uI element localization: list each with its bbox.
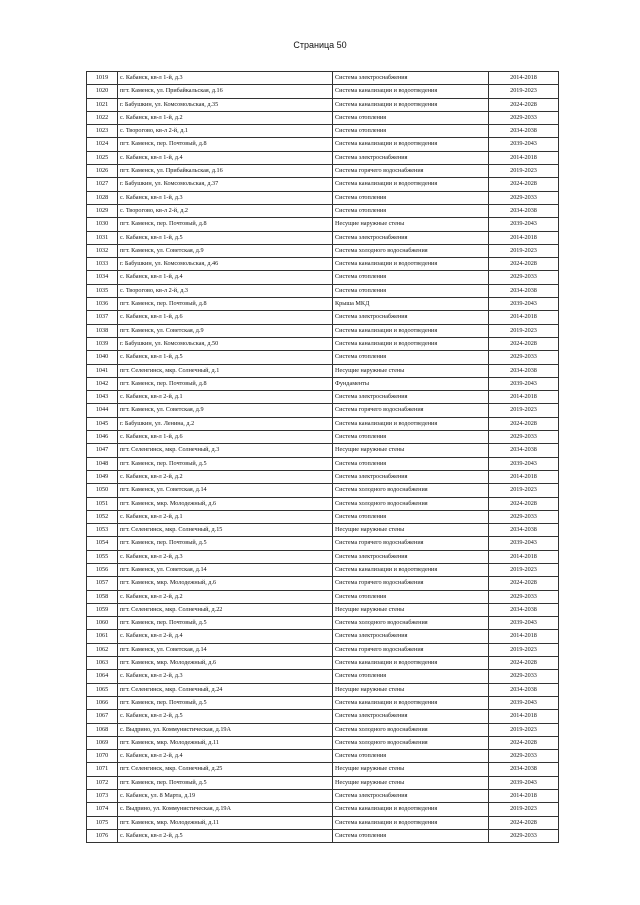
system-cell: Система электроснабжения <box>333 231 489 244</box>
table-row <box>87 524 559 537</box>
address-cell: пгт. Каменск, ул. Советская, д.14 <box>118 643 333 656</box>
table-row <box>87 643 559 656</box>
row-number: 1043 <box>87 391 118 404</box>
row-number: 1056 <box>87 563 118 576</box>
repair-schedule-table <box>86 71 559 843</box>
period-cell: 2019-2023 <box>489 563 559 576</box>
row-number: 1072 <box>87 776 118 789</box>
table-row <box>87 657 559 670</box>
period-cell: 2029-2033 <box>489 670 559 683</box>
row-number: 1055 <box>87 550 118 563</box>
period-cell: 2014-2018 <box>489 72 559 85</box>
system-cell: Система отопления <box>333 750 489 763</box>
row-number: 1038 <box>87 324 118 337</box>
period-cell: 2039-2043 <box>489 537 559 550</box>
table-row <box>87 125 559 138</box>
system-cell: Система канализации и водоотведения <box>333 696 489 709</box>
period-cell: 2029-2033 <box>489 111 559 124</box>
row-number: 1062 <box>87 643 118 656</box>
table-row <box>87 577 559 590</box>
period-cell: 2019-2023 <box>489 723 559 736</box>
system-cell: Система электроснабжения <box>333 790 489 803</box>
address-cell: с. Кабанск, кв-л 1-й, д.6 <box>118 431 333 444</box>
period-cell: 2019-2023 <box>489 324 559 337</box>
system-cell: Несущие наружные стены <box>333 364 489 377</box>
address-cell: г. Бабушкин, ул. Комсомольская, д.37 <box>118 178 333 191</box>
system-cell: Система горячего водоснабжения <box>333 165 489 178</box>
row-number: 1046 <box>87 431 118 444</box>
system-cell: Несущие наружные стены <box>333 218 489 231</box>
system-cell: Система холодного водоснабжения <box>333 484 489 497</box>
row-number: 1076 <box>87 829 118 842</box>
address-cell: пгт. Каменск, пер. Почтовый, д.5 <box>118 457 333 470</box>
address-cell: с. Кабанск, кв-л 2-й, д.4 <box>118 750 333 763</box>
address-cell: пгт. Каменск, ул. Советская, д.9 <box>118 244 333 257</box>
address-cell: с. Кабанск, кв-л 1-й, д.4 <box>118 151 333 164</box>
period-cell: 2029-2033 <box>489 431 559 444</box>
system-cell: Система канализации и водоотведения <box>333 417 489 430</box>
period-cell: 2019-2023 <box>489 803 559 816</box>
address-cell: пгт. Каменск, пер. Почтовый, д.5 <box>118 696 333 709</box>
system-cell: Система электроснабжения <box>333 72 489 85</box>
period-cell: 2024-2028 <box>489 497 559 510</box>
row-number: 1024 <box>87 138 118 151</box>
address-cell: с. Кабанск, кв-л 2-й, д.2 <box>118 590 333 603</box>
table-row <box>87 431 559 444</box>
row-number: 1048 <box>87 457 118 470</box>
period-cell: 2029-2033 <box>489 191 559 204</box>
system-cell: Система электроснабжения <box>333 630 489 643</box>
table-row <box>87 750 559 763</box>
table-row <box>87 710 559 723</box>
period-cell: 2029-2033 <box>489 750 559 763</box>
system-cell: Система отопления <box>333 271 489 284</box>
table-row <box>87 377 559 390</box>
system-cell: Система канализации и водоотведения <box>333 337 489 350</box>
system-cell: Система отопления <box>333 510 489 523</box>
address-cell: с. Творогово, кв-л 2-й, д.2 <box>118 204 333 217</box>
period-cell: 2029-2033 <box>489 510 559 523</box>
period-cell: 2014-2018 <box>489 151 559 164</box>
period-cell: 2039-2043 <box>489 298 559 311</box>
address-cell: с. Кабанск, кв-л 2-й, д.5 <box>118 710 333 723</box>
period-cell: 2019-2023 <box>489 643 559 656</box>
table-row <box>87 111 559 124</box>
table-row <box>87 457 559 470</box>
system-cell: Несущие наружные стены <box>333 603 489 616</box>
row-number: 1027 <box>87 178 118 191</box>
table-row <box>87 829 559 842</box>
table-row <box>87 404 559 417</box>
row-number: 1052 <box>87 510 118 523</box>
system-cell: Крыша МКД <box>333 298 489 311</box>
system-cell: Система отопления <box>333 670 489 683</box>
address-cell: пгт. Селенгинск, мкр. Солнечный, д.3 <box>118 444 333 457</box>
period-cell: 2014-2018 <box>489 710 559 723</box>
row-number: 1030 <box>87 218 118 231</box>
period-cell: 2024-2028 <box>489 417 559 430</box>
row-number: 1070 <box>87 750 118 763</box>
address-cell: пгт. Каменск, мкр. Молодежный, д.11 <box>118 816 333 829</box>
row-number: 1047 <box>87 444 118 457</box>
system-cell: Система канализации и водоотведения <box>333 657 489 670</box>
address-cell: пгт. Селенгинск, мкр. Солнечный, д.25 <box>118 763 333 776</box>
table-body <box>87 72 559 843</box>
table-row <box>87 776 559 789</box>
row-number: 1058 <box>87 590 118 603</box>
row-number: 1059 <box>87 603 118 616</box>
row-number: 1022 <box>87 111 118 124</box>
table-row <box>87 484 559 497</box>
period-cell: 2029-2033 <box>489 829 559 842</box>
address-cell: с. Кабанск, кв-л 2-й, д.3 <box>118 670 333 683</box>
page-title: Страница 50 <box>293 40 347 50</box>
period-cell: 2014-2018 <box>489 550 559 563</box>
period-cell: 2034-2038 <box>489 204 559 217</box>
period-cell: 2019-2023 <box>489 404 559 417</box>
system-cell: Несущие наружные стены <box>333 524 489 537</box>
system-cell: Система канализации и водоотведения <box>333 816 489 829</box>
row-number: 1068 <box>87 723 118 736</box>
period-cell: 2014-2018 <box>489 311 559 324</box>
table-row <box>87 444 559 457</box>
table-row <box>87 298 559 311</box>
row-number: 1036 <box>87 298 118 311</box>
table-row <box>87 85 559 98</box>
table-row <box>87 630 559 643</box>
system-cell: Система горячего водоснабжения <box>333 537 489 550</box>
address-cell: г. Бабушкин, ул. Комсомольская, д.50 <box>118 337 333 350</box>
row-number: 1074 <box>87 803 118 816</box>
system-cell: Система отопления <box>333 204 489 217</box>
table-row <box>87 603 559 616</box>
table-row <box>87 151 559 164</box>
row-number: 1037 <box>87 311 118 324</box>
period-cell: 2029-2033 <box>489 590 559 603</box>
address-cell: с. Выдрино, ул. Коммунистическая, д.19А <box>118 803 333 816</box>
period-cell: 2034-2038 <box>489 524 559 537</box>
period-cell: 2039-2043 <box>489 138 559 151</box>
row-number: 1040 <box>87 351 118 364</box>
address-cell: г. Бабушкин, ул. Комсомольская, д.35 <box>118 98 333 111</box>
period-cell: 2019-2023 <box>489 484 559 497</box>
row-number: 1023 <box>87 125 118 138</box>
address-cell: с. Кабанск, кв-л 1-й, д.5 <box>118 351 333 364</box>
address-cell: г. Бабушкин, ул. Комсомольская, д.46 <box>118 258 333 271</box>
table-row <box>87 284 559 297</box>
period-cell: 2029-2033 <box>489 271 559 284</box>
system-cell: Система канализации и водоотведения <box>333 98 489 111</box>
row-number: 1042 <box>87 377 118 390</box>
system-cell: Система канализации и водоотведения <box>333 138 489 151</box>
address-cell: пгт. Каменск, пер. Почтовый, д.8 <box>118 377 333 390</box>
table-row <box>87 218 559 231</box>
address-cell: пгт. Селенгинск, мкр. Солнечный, д.15 <box>118 524 333 537</box>
table-row <box>87 763 559 776</box>
system-cell: Система горячего водоснабжения <box>333 643 489 656</box>
table-row <box>87 670 559 683</box>
table-row <box>87 271 559 284</box>
system-cell: Система отопления <box>333 191 489 204</box>
row-number: 1034 <box>87 271 118 284</box>
row-number: 1026 <box>87 165 118 178</box>
row-number: 1050 <box>87 484 118 497</box>
period-cell: 2024-2028 <box>489 258 559 271</box>
address-cell: с. Кабанск, кв-л 2-й, д.1 <box>118 510 333 523</box>
system-cell: Система горячего водоснабжения <box>333 577 489 590</box>
table-row <box>87 723 559 736</box>
system-cell: Система канализации и водоотведения <box>333 563 489 576</box>
address-cell: пгт. Каменск, пер. Почтовый, д.5 <box>118 617 333 630</box>
system-cell: Система отопления <box>333 829 489 842</box>
period-cell: 2024-2028 <box>489 98 559 111</box>
system-cell: Несущие наружные стены <box>333 776 489 789</box>
table-row <box>87 590 559 603</box>
row-number: 1032 <box>87 244 118 257</box>
address-cell: с. Кабанск, кв-л 1-й, д.6 <box>118 311 333 324</box>
period-cell: 2039-2043 <box>489 218 559 231</box>
system-cell: Система канализации и водоотведения <box>333 178 489 191</box>
address-cell: с. Кабанск, кв-л 2-й, д.1 <box>118 391 333 404</box>
period-cell: 2034-2038 <box>489 284 559 297</box>
address-cell: пгт. Каменск, мкр. Молодежный, д.6 <box>118 497 333 510</box>
row-number: 1060 <box>87 617 118 630</box>
system-cell: Фундаменты <box>333 377 489 390</box>
address-cell: с. Кабанск, кв-л 1-й, д.3 <box>118 72 333 85</box>
system-cell: Система электроснабжения <box>333 391 489 404</box>
system-cell: Система отопления <box>333 590 489 603</box>
address-cell: пгт. Селенгинск, мкр. Солнечный, д.22 <box>118 603 333 616</box>
table-row <box>87 470 559 483</box>
row-number: 1075 <box>87 816 118 829</box>
system-cell: Система отопления <box>333 351 489 364</box>
table-row <box>87 537 559 550</box>
row-number: 1035 <box>87 284 118 297</box>
table-row <box>87 244 559 257</box>
table-row <box>87 816 559 829</box>
table-row <box>87 550 559 563</box>
address-cell: пгт. Каменск, пер. Почтовый, д.8 <box>118 138 333 151</box>
address-cell: с. Кабанск, кв-л 1-й, д.3 <box>118 191 333 204</box>
address-cell: с. Творогово, кв-л 2-й, д.1 <box>118 125 333 138</box>
address-cell: с. Кабанск, кв-л 2-й, д.5 <box>118 829 333 842</box>
system-cell: Система холодного водоснабжения <box>333 497 489 510</box>
address-cell: г. Бабушкин, ул. Ленина, д.2 <box>118 417 333 430</box>
row-number: 1049 <box>87 470 118 483</box>
table-row <box>87 98 559 111</box>
row-number: 1064 <box>87 670 118 683</box>
row-number: 1021 <box>87 98 118 111</box>
period-cell: 2029-2033 <box>489 351 559 364</box>
period-cell: 2014-2018 <box>489 470 559 483</box>
system-cell: Несущие наружные стены <box>333 444 489 457</box>
address-cell: пгт. Каменск, мкр. Молодежный, д.11 <box>118 736 333 749</box>
row-number: 1054 <box>87 537 118 550</box>
row-number: 1041 <box>87 364 118 377</box>
address-cell: пгт. Каменск, пер. Почтовый, д.8 <box>118 218 333 231</box>
address-cell: с. Кабанск, кв-л 1-й, д.4 <box>118 271 333 284</box>
table-row <box>87 563 559 576</box>
period-cell: 2024-2028 <box>489 736 559 749</box>
period-cell: 2039-2043 <box>489 457 559 470</box>
row-number: 1044 <box>87 404 118 417</box>
row-number: 1019 <box>87 72 118 85</box>
period-cell: 2024-2028 <box>489 178 559 191</box>
row-number: 1039 <box>87 337 118 350</box>
row-number: 1061 <box>87 630 118 643</box>
system-cell: Система холодного водоснабжения <box>333 617 489 630</box>
table-row <box>87 72 559 85</box>
row-number: 1063 <box>87 657 118 670</box>
table-row <box>87 364 559 377</box>
table-row <box>87 337 559 350</box>
table-row <box>87 736 559 749</box>
system-cell: Система электроснабжения <box>333 710 489 723</box>
row-number: 1025 <box>87 151 118 164</box>
system-cell: Система холодного водоснабжения <box>333 244 489 257</box>
table-row <box>87 803 559 816</box>
period-cell: 2039-2043 <box>489 377 559 390</box>
period-cell: 2034-2038 <box>489 125 559 138</box>
period-cell: 2039-2043 <box>489 617 559 630</box>
table-row <box>87 324 559 337</box>
address-cell: пгт. Каменск, ул. Прибайкальская, д.16 <box>118 165 333 178</box>
period-cell: 2034-2038 <box>489 364 559 377</box>
system-cell: Система холодного водоснабжения <box>333 723 489 736</box>
period-cell: 2034-2038 <box>489 683 559 696</box>
address-cell: пгт. Каменск, ул. Советская, д.9 <box>118 324 333 337</box>
table-row <box>87 165 559 178</box>
table-row <box>87 138 559 151</box>
table-row <box>87 696 559 709</box>
period-cell: 2039-2043 <box>489 696 559 709</box>
table-row <box>87 191 559 204</box>
address-cell: с. Кабанск, кв-л 1-й, д.2 <box>118 111 333 124</box>
row-number: 1045 <box>87 417 118 430</box>
period-cell: 2019-2023 <box>489 244 559 257</box>
row-number: 1028 <box>87 191 118 204</box>
table-row <box>87 351 559 364</box>
table-row <box>87 391 559 404</box>
address-cell: с. Кабанск, кв-л 2-й, д.4 <box>118 630 333 643</box>
address-cell: с. Кабанск, кв-л 2-й, д.3 <box>118 550 333 563</box>
period-cell: 2034-2038 <box>489 444 559 457</box>
period-cell: 2014-2018 <box>489 231 559 244</box>
address-cell: пгт. Каменск, мкр. Молодежный, д.6 <box>118 577 333 590</box>
address-cell: пгт. Каменск, ул. Советская, д.14 <box>118 563 333 576</box>
system-cell: Система отопления <box>333 284 489 297</box>
system-cell: Система отопления <box>333 457 489 470</box>
system-cell: Система отопления <box>333 111 489 124</box>
system-cell: Система электроснабжения <box>333 151 489 164</box>
address-cell: пгт. Каменск, пер. Почтовый, д.8 <box>118 298 333 311</box>
address-cell: пгт. Каменск, ул. Советская, д.14 <box>118 484 333 497</box>
period-cell: 2024-2028 <box>489 577 559 590</box>
system-cell: Система электроснабжения <box>333 550 489 563</box>
row-number: 1057 <box>87 577 118 590</box>
address-cell: пгт. Селенгинск, мкр. Солнечный, д.24 <box>118 683 333 696</box>
address-cell: пгт. Каменск, пер. Почтовый, д.5 <box>118 537 333 550</box>
system-cell: Система горячего водоснабжения <box>333 404 489 417</box>
table-row <box>87 497 559 510</box>
system-cell: Несущие наружные стены <box>333 683 489 696</box>
period-cell: 2014-2018 <box>489 391 559 404</box>
period-cell: 2034-2038 <box>489 763 559 776</box>
table-row <box>87 231 559 244</box>
system-cell: Система холодного водоснабжения <box>333 736 489 749</box>
period-cell: 2024-2028 <box>489 657 559 670</box>
period-cell: 2024-2028 <box>489 816 559 829</box>
table-row <box>87 204 559 217</box>
row-number: 1033 <box>87 258 118 271</box>
table-row <box>87 178 559 191</box>
period-cell: 2014-2018 <box>489 790 559 803</box>
row-number: 1066 <box>87 696 118 709</box>
period-cell: 2019-2023 <box>489 165 559 178</box>
row-number: 1071 <box>87 763 118 776</box>
address-cell: с. Кабанск, ул. 8 Марта, д.19 <box>118 790 333 803</box>
row-number: 1073 <box>87 790 118 803</box>
table-row <box>87 417 559 430</box>
address-cell: с. Выдрино, ул. Коммунистическая, д.19А <box>118 723 333 736</box>
row-number: 1065 <box>87 683 118 696</box>
system-cell: Система канализации и водоотведения <box>333 85 489 98</box>
system-cell: Система отопления <box>333 125 489 138</box>
period-cell: 2034-2038 <box>489 603 559 616</box>
table-row <box>87 683 559 696</box>
period-cell: 2014-2018 <box>489 630 559 643</box>
table-row <box>87 790 559 803</box>
row-number: 1051 <box>87 497 118 510</box>
address-cell: пгт. Каменск, ул. Прибайкальская, д.16 <box>118 85 333 98</box>
system-cell: Система канализации и водоотведения <box>333 258 489 271</box>
row-number: 1069 <box>87 736 118 749</box>
system-cell: Несущие наружные стены <box>333 763 489 776</box>
system-cell: Система электроснабжения <box>333 470 489 483</box>
address-cell: пгт. Каменск, ул. Советская, д.9 <box>118 404 333 417</box>
row-number: 1067 <box>87 710 118 723</box>
address-cell: пгт. Каменск, мкр. Молодежный, д.6 <box>118 657 333 670</box>
system-cell: Система электроснабжения <box>333 311 489 324</box>
row-number: 1029 <box>87 204 118 217</box>
period-cell: 2024-2028 <box>489 337 559 350</box>
address-cell: пгт. Селенгинск, мкр. Солнечный, д.1 <box>118 364 333 377</box>
table-row <box>87 311 559 324</box>
table-row <box>87 258 559 271</box>
system-cell: Система канализации и водоотведения <box>333 324 489 337</box>
system-cell: Система канализации и водоотведения <box>333 803 489 816</box>
row-number: 1031 <box>87 231 118 244</box>
period-cell: 2019-2023 <box>489 85 559 98</box>
address-cell: пгт. Каменск, пер. Почтовый, д.5 <box>118 776 333 789</box>
address-cell: с. Кабанск, кв-л 1-й, д.5 <box>118 231 333 244</box>
system-cell: Система отопления <box>333 431 489 444</box>
row-number: 1053 <box>87 524 118 537</box>
table-row <box>87 510 559 523</box>
period-cell: 2039-2043 <box>489 776 559 789</box>
row-number: 1020 <box>87 85 118 98</box>
table-row <box>87 617 559 630</box>
address-cell: с. Творогово, кв-л 2-й, д.3 <box>118 284 333 297</box>
address-cell: с. Кабанск, кв-л 2-й, д.2 <box>118 470 333 483</box>
